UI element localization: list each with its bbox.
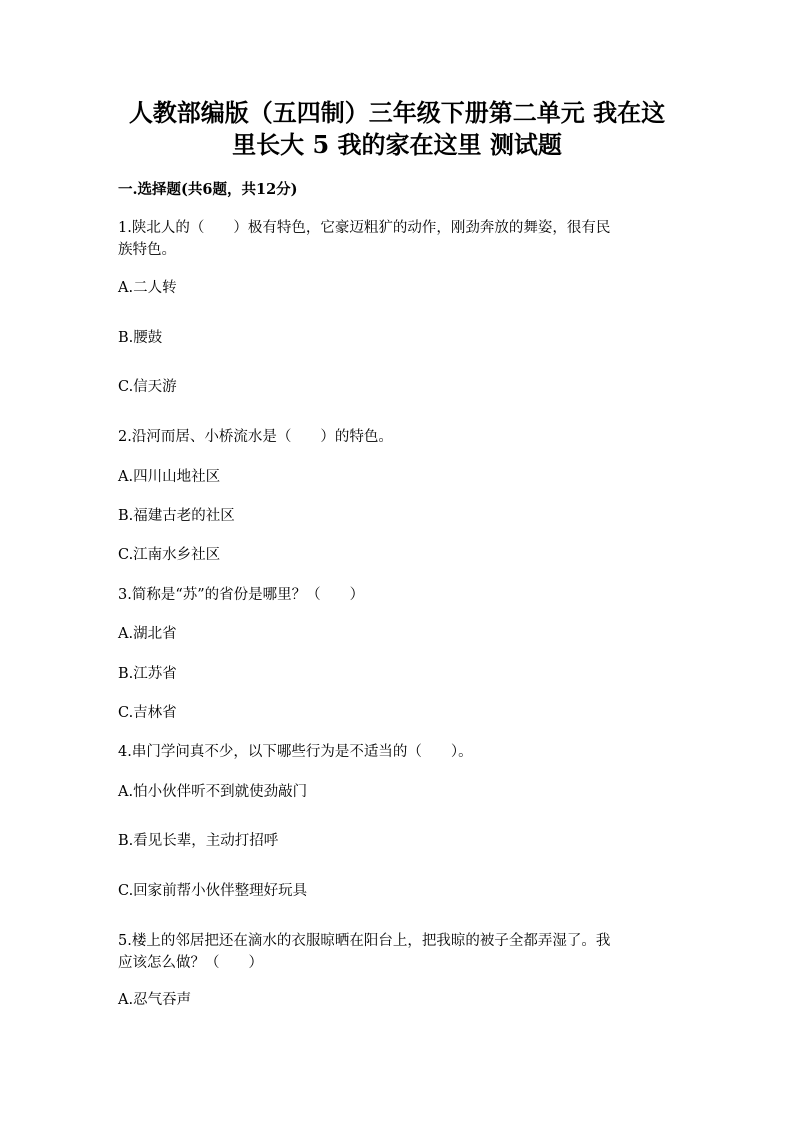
question-1-option-c: C.信天游 — [118, 379, 177, 395]
section-heading: 一.选择题(共6题，共12分) — [118, 181, 298, 198]
question-2-option-c: C.江南水乡社区 — [118, 547, 221, 563]
question-1-stem-line-2: 族特色。 — [118, 242, 176, 258]
question-4-option-c: C.回家前帮小伙伴整理好玩具 — [118, 883, 308, 899]
page-title-line-2: 里长大 5 我的家在这里 测试题 — [232, 130, 562, 159]
question-3-option-b: B.江苏省 — [118, 666, 177, 682]
question-4-stem: 4.串门学问真不少，以下哪些行为是不适当的（ ）。 — [118, 744, 473, 760]
question-1-stem-line-1: 1.陕北人的（ ）极有特色，它豪迈粗犷的动作，刚劲奔放的舞姿，很有民 — [118, 220, 611, 236]
page-title-line-1: 人教部编版（五四制）三年级下册第二单元 我在这 — [128, 98, 666, 127]
question-4-option-a: A.怕小伙伴听不到就使劲敲门 — [118, 784, 308, 800]
question-3-option-a: A.湖北省 — [118, 626, 177, 642]
question-3-stem: 3.简称是“苏”的省份是哪里？（ ） — [118, 587, 365, 603]
question-5-stem-line-2: 应该怎么做？（ ） — [118, 955, 263, 971]
question-5-stem-line-1: 5.楼上的邻居把还在滴水的衣服晾晒在阳台上，把我晾的被子全都弄湿了。我 — [118, 933, 611, 949]
question-1-option-b: B.腰鼓 — [118, 330, 163, 346]
question-3-option-c: C.吉林省 — [118, 705, 177, 721]
question-2-stem: 2.沿河而居、小桥流水是（ ）的特色。 — [118, 429, 393, 445]
question-4-option-b: B.看见长辈，主动打招呼 — [118, 833, 279, 849]
question-2-option-a: A.四川山地社区 — [118, 469, 221, 485]
question-2-option-b: B.福建古老的社区 — [118, 508, 235, 524]
question-1-option-a: A.二人转 — [118, 280, 177, 296]
question-5-option-a: A.忍气吞声 — [118, 992, 192, 1008]
